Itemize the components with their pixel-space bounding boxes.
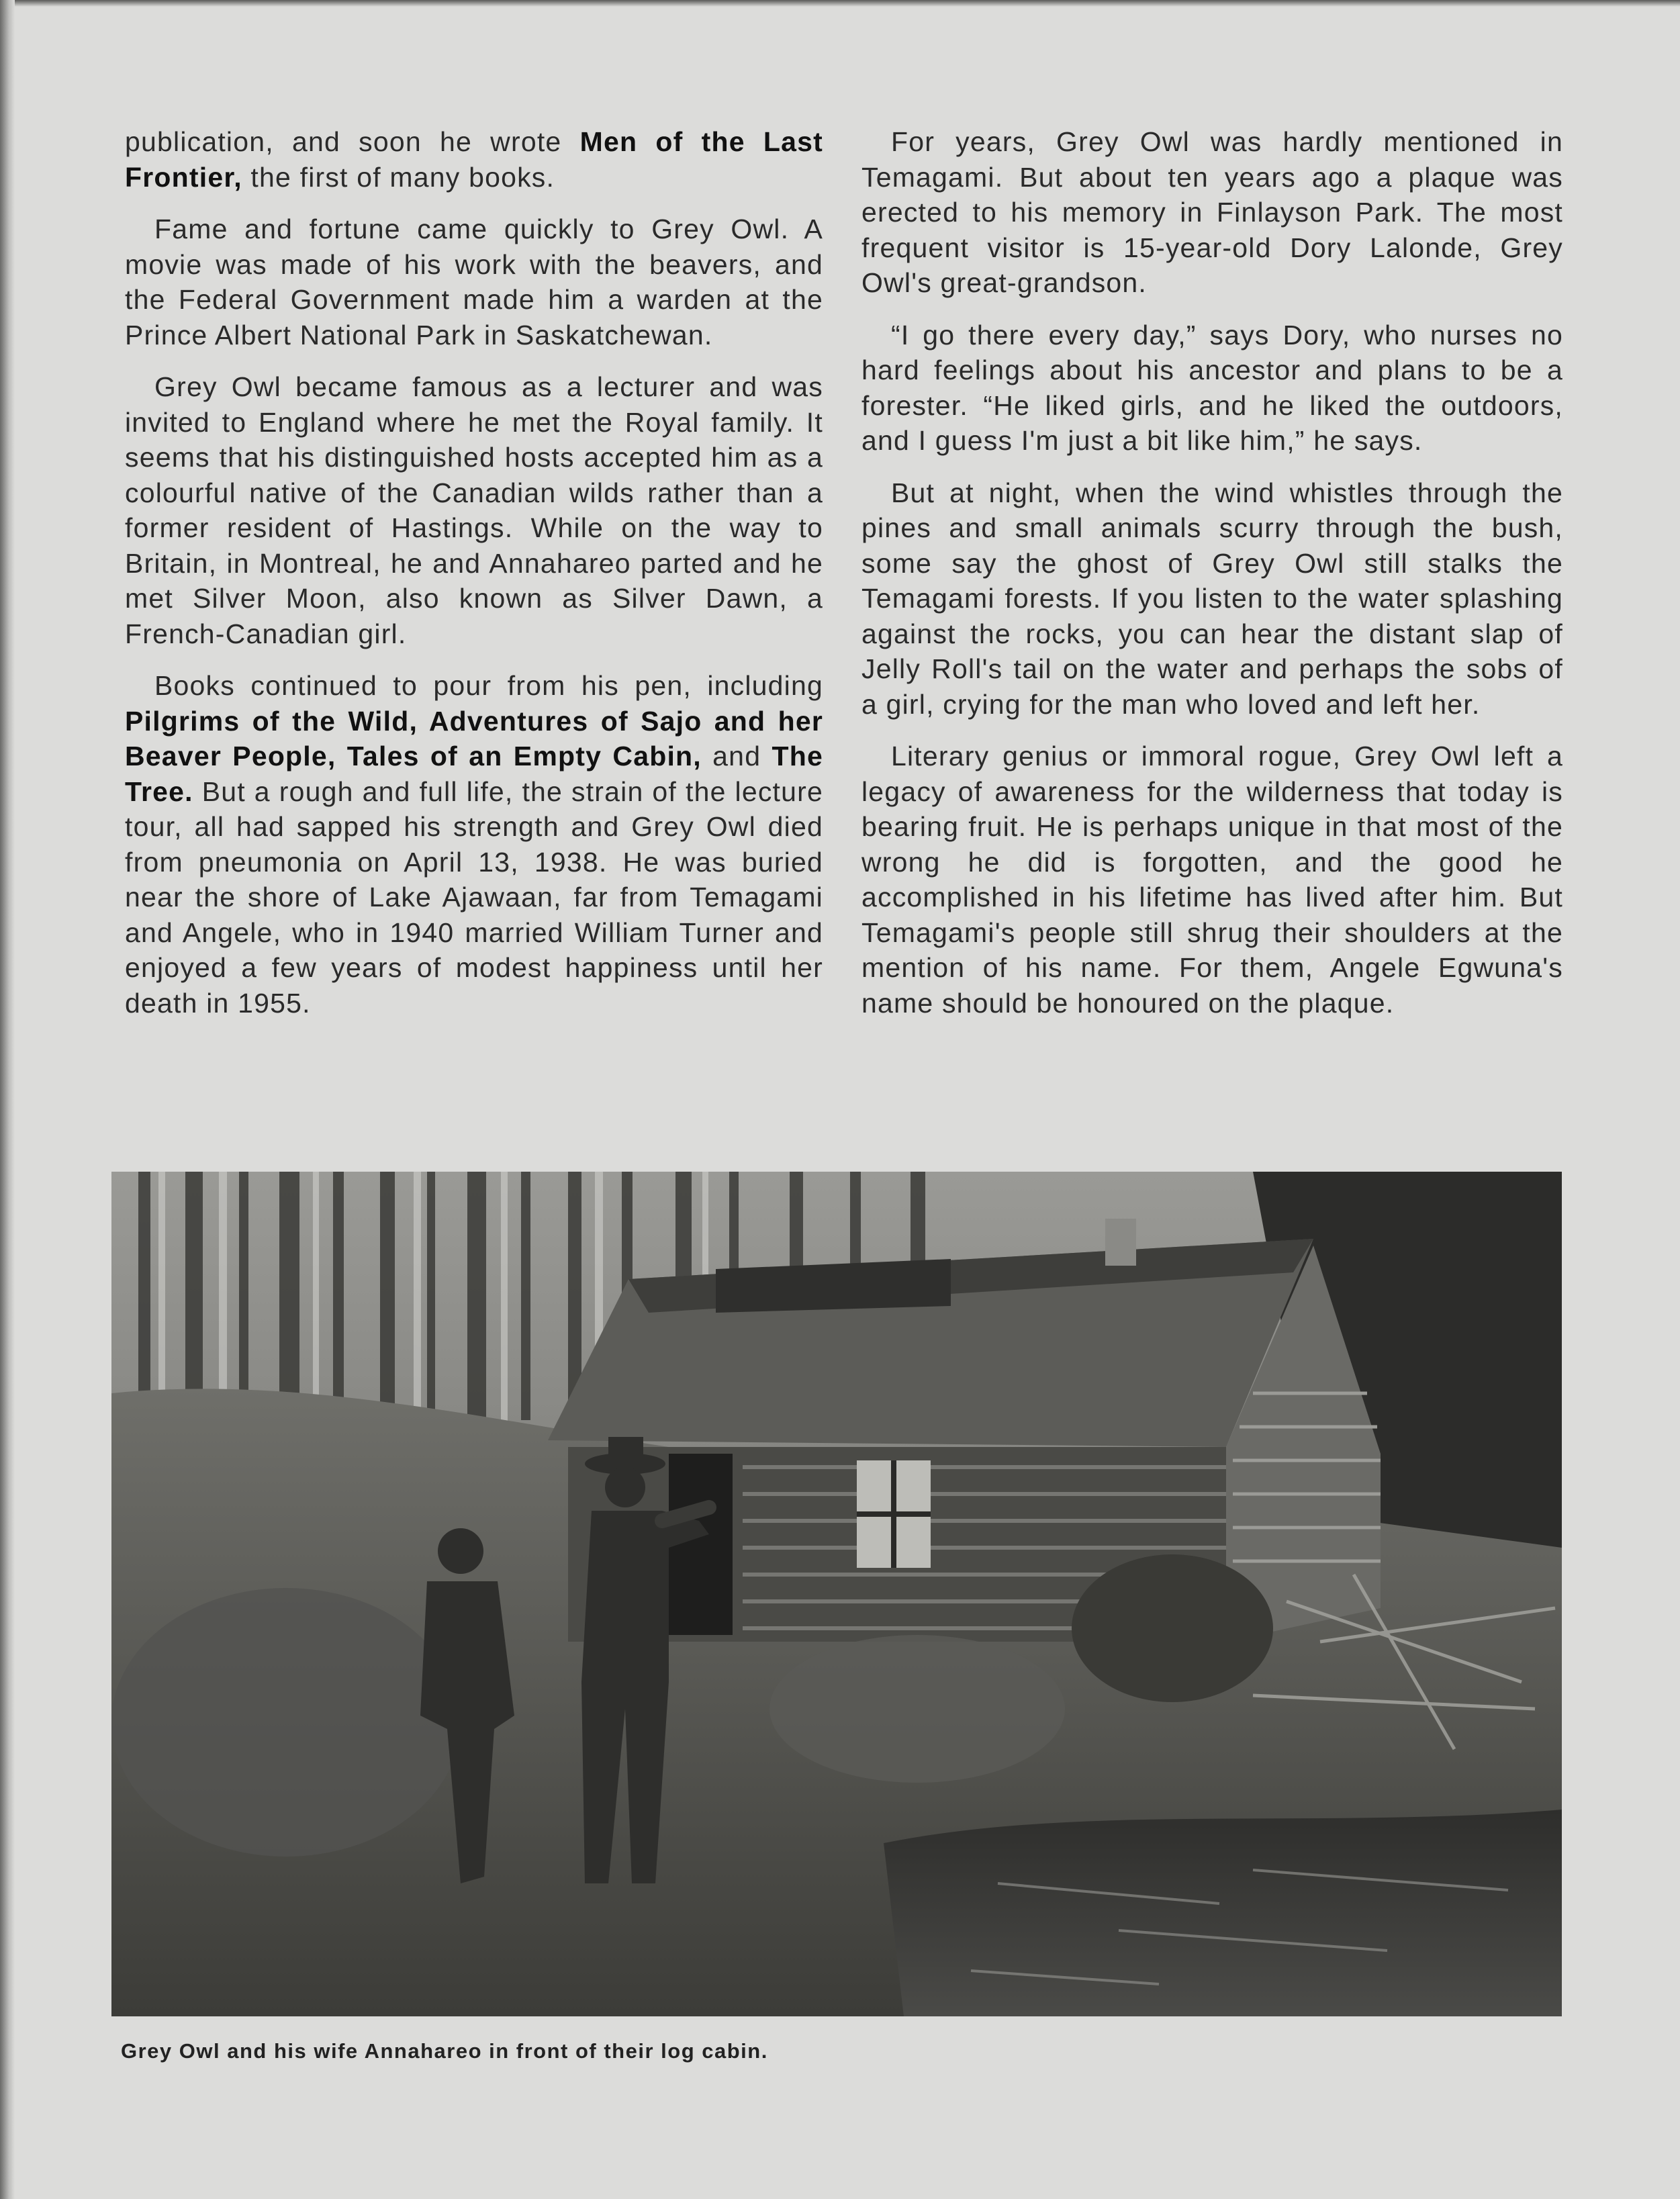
left-paragraph-4 <box>125 668 823 1021</box>
page-edge-left <box>0 0 15 2199</box>
cabin-photo-illustration <box>111 1172 1562 2016</box>
left-column <box>125 124 823 1037</box>
text-run: and <box>701 741 772 771</box>
book-title: Men of the Last Frontier, <box>125 126 823 193</box>
text-run: publication, and soon he wrote <box>125 126 580 157</box>
left-paragraph-1 <box>125 124 823 195</box>
text-run: But a rough and full life, the strain of the lecture tour, all had sapped his strength and Grey Owl died from pneumonia on April 13, 1938. He was buried near the shore of Lake Ajawaan, far from Temagami and Angele, who in 1940 married William Turner and enjoyed a few years of modest happiness until her death in 1955. <box>125 776 823 1019</box>
page-edge-top <box>0 0 1680 7</box>
left-paragraph-2: Fame and fortune came quickly to Grey Owl. A movie was made of his work with the beavers, and the Federal Government made him a warden at the Prince Albert National Park in Saskatchewan. <box>125 214 823 350</box>
left-paragraph-3: Grey Owl became famous as a lecturer and was invited to England where he met the Royal family. It seems that his distinguished hosts accepted him as a colourful native of the Canadian wilds rather than a former resident of Hastings. While on the way to Britain, in Montreal, he and Annahareo parted and he met Silver Moon, also known as Silver Dawn, a French-Canadian girl. <box>125 371 823 649</box>
text-run: the first of many books. <box>242 161 555 193</box>
text-run: Books continued to pour from his pen, including <box>154 670 823 701</box>
cabin-photograph <box>111 1172 1562 2016</box>
book-title: The Tree. <box>125 741 823 807</box>
right-paragraph-2: “I go there every day,” says Dory, who nurses no hard feelings about his ancestor and plans to be a forester. “He liked girls, and he liked the outdoors, and I guess I'm just a bit like him,” he says. <box>861 319 1563 456</box>
photo-caption: Grey Owl and his wife Annahareo in front of their log cabin. <box>121 2039 768 2063</box>
right-paragraph-4: Literary genius or immoral rogue, Grey Owl left a legacy of awareness for the wilderness that today is bearing fruit. He is perhaps unique in that most of the wrong he did is forgotten, and the good he accomplished in his lifetime has lived after him. But Temagami's people still shrug their shoulders at the mention of his name. For them, Angele Egwuna's name should be honoured on the plaque. <box>861 741 1563 1019</box>
right-paragraph-3: But at night, when the wind whistles through the pines and small animals scurry through the bush, some say the ghost of Grey Owl still stalks the Temagami forests. If you listen to the water splashing against the rocks, you can hear the distant slap of Jelly Roll's tail on the water and perhaps the sobs of a girl, crying for the man who loved and left her. <box>861 477 1563 720</box>
right-paragraph-1: For years, Grey Owl was hardly mentioned in Temagami. But about ten years ago a plaque was erected to his memory in Finlayson Park. The most frequent visitor is 15-year-old Dory Lalonde, Grey Owl's great-grandson. <box>861 126 1563 298</box>
book-titles: Pilgrims of the Wild, Adventures of Sajo and her Beaver People, Tales of an Empty Cabin, <box>125 705 823 771</box>
right-column <box>861 124 1563 1037</box>
